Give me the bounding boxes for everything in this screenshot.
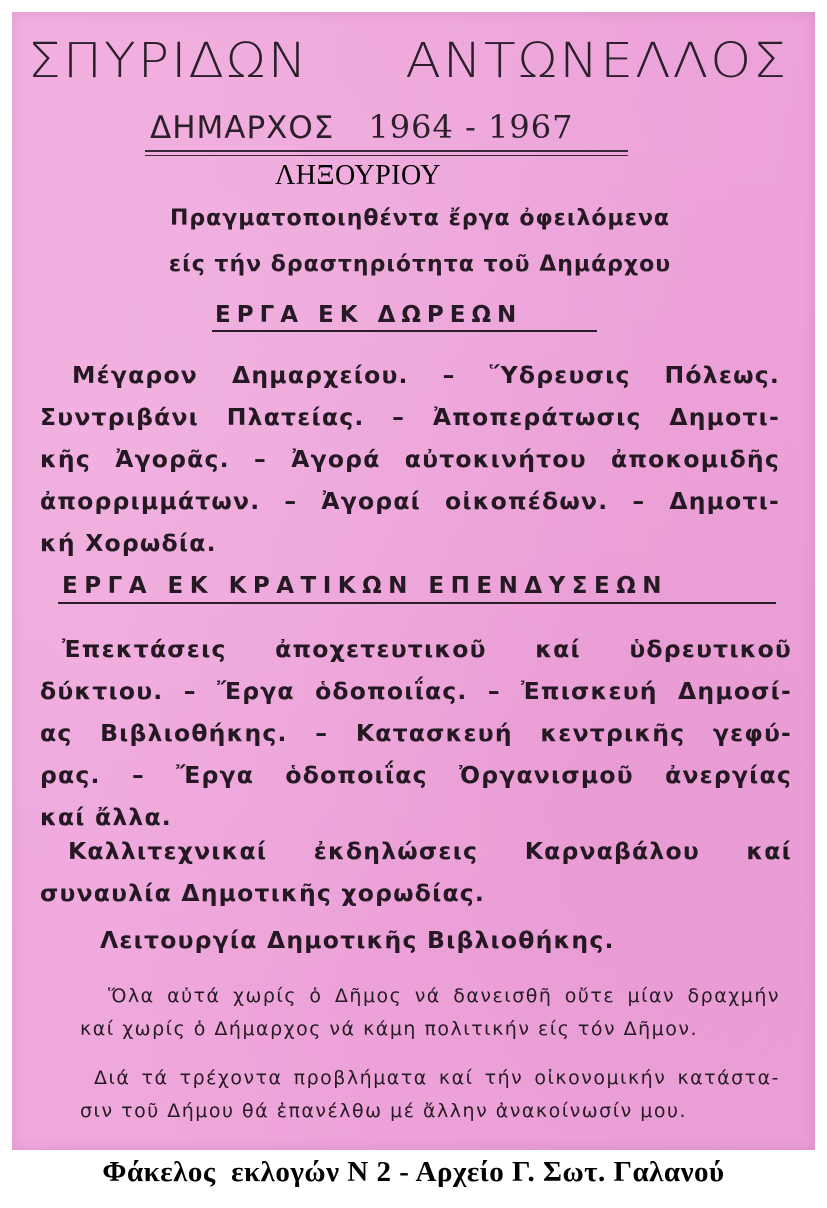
paragraph-line: καί ἄλλα. <box>40 803 172 831</box>
paragraph-line: Λειτουργία Δημοτικῆς Βιβλιοθήκης. <box>100 926 615 954</box>
intro-line: Πραγματοποιηθέντα ἔργα ὀφειλόμενα <box>169 206 671 231</box>
paragraph-line: κῆς Ἀγορᾶς. – Ἀγορά αὐτοκινήτου ἀποκομιδῆς <box>40 445 780 473</box>
library-paragraph <box>100 920 615 960</box>
mayor-years: 1964 - 1967 <box>368 108 574 146</box>
section-heading-rule <box>58 602 776 604</box>
archive-caption: Φάκελος εκλογών Ν 2 - Αρχείο Γ. Σωτ. Γαλανού <box>102 1156 725 1188</box>
paragraph-line: ας Βιβλιοθήκης. – Κατασκευή κεντρικῆς γεφύ- <box>40 719 792 747</box>
candidate-first-name: ΣΠΥΡΙΔΩΝ <box>28 34 309 90</box>
mayor-term <box>150 108 630 146</box>
paragraph-line: κή Χορωδία. <box>40 529 217 557</box>
note-line: σιν τοῦ Δήμου θά ἐπανέλθω μέ ἄλλην ἀνακοίνωσίν μου. <box>80 1100 688 1122</box>
section-heading-rule <box>212 330 597 332</box>
candidate-last-name: ΑΝΤΩΝΕΛΛΟΣ <box>405 34 788 90</box>
title-rule-thin <box>145 155 628 156</box>
paragraph-line: Συντριβάνι Πλατείας. – Ἀποπεράτωσις Δημοτι- <box>40 403 780 431</box>
future-announcement-note <box>80 1062 780 1128</box>
no-loans-note <box>80 980 780 1046</box>
paragraph-line: ἀπορριμμάτων. – Ἀγοραί οἰκοπέδων. – Δημοτι- <box>40 487 780 515</box>
municipality-name: ΛΗΞΟΥΡΙΟΥ <box>275 160 442 191</box>
section-heading-donations: ΕΡΓΑ ΕΚ ΔΩΡΕΩΝ <box>215 302 523 328</box>
note-line: καί χωρίς ὁ Δήμαρχος νά κάμη πολιτικήν είς τόν Δῆμον. <box>80 1018 699 1040</box>
paragraph-line: Μέγαρον Δημαρχείου. – Ὕδρευσις Πόλεως. <box>72 361 780 389</box>
paragraph-line: ρας. – Ἔργα ὁδοποιΐας Ὀργανισμοῦ ἀνεργίας <box>40 761 792 789</box>
paragraph-line: συναυλία Δημοτικῆς χορωδίας. <box>40 879 486 907</box>
title-rule <box>145 150 628 152</box>
intro-line: είς τήν δραστηριότητα τοῦ Δημάρχου <box>168 252 672 277</box>
candidate-name <box>28 34 788 89</box>
intro-text <box>60 196 780 288</box>
note-line: Διά τά τρέχοντα προβλήματα καί τήν οἰκονομικήν κατάστα- <box>94 1067 780 1089</box>
events-paragraph <box>40 830 792 914</box>
donations-works-paragraph <box>40 354 780 564</box>
paragraph-line: δύκτιου. – Ἔργα ὁδοποιΐας. – Ἐπισκευή Δημοσί- <box>40 677 792 705</box>
paragraph-line: Ἐπεκτάσεις ἀποχετευτικοῦ καί ὑδρευτικοῦ <box>62 635 792 663</box>
note-line: Ὅλα αὐτά χωρίς ὁ Δῆμος νά δανεισθῆ οὔτε μίαν δραχμήν <box>108 985 780 1007</box>
section-heading-state-investments: ΕΡΓΑ ΕΚ ΚΡΑΤΙΚΩΝ ΕΠΕΝΔΥΣΕΩΝ <box>62 573 669 599</box>
state-works-paragraph <box>40 628 792 838</box>
mayor-role: ΔΗΜΑΡΧΟΣ <box>150 110 335 146</box>
paragraph-line: Καλλιτεχνικαί ἐκδηλώσεις Καρναβάλου καί <box>68 837 792 865</box>
